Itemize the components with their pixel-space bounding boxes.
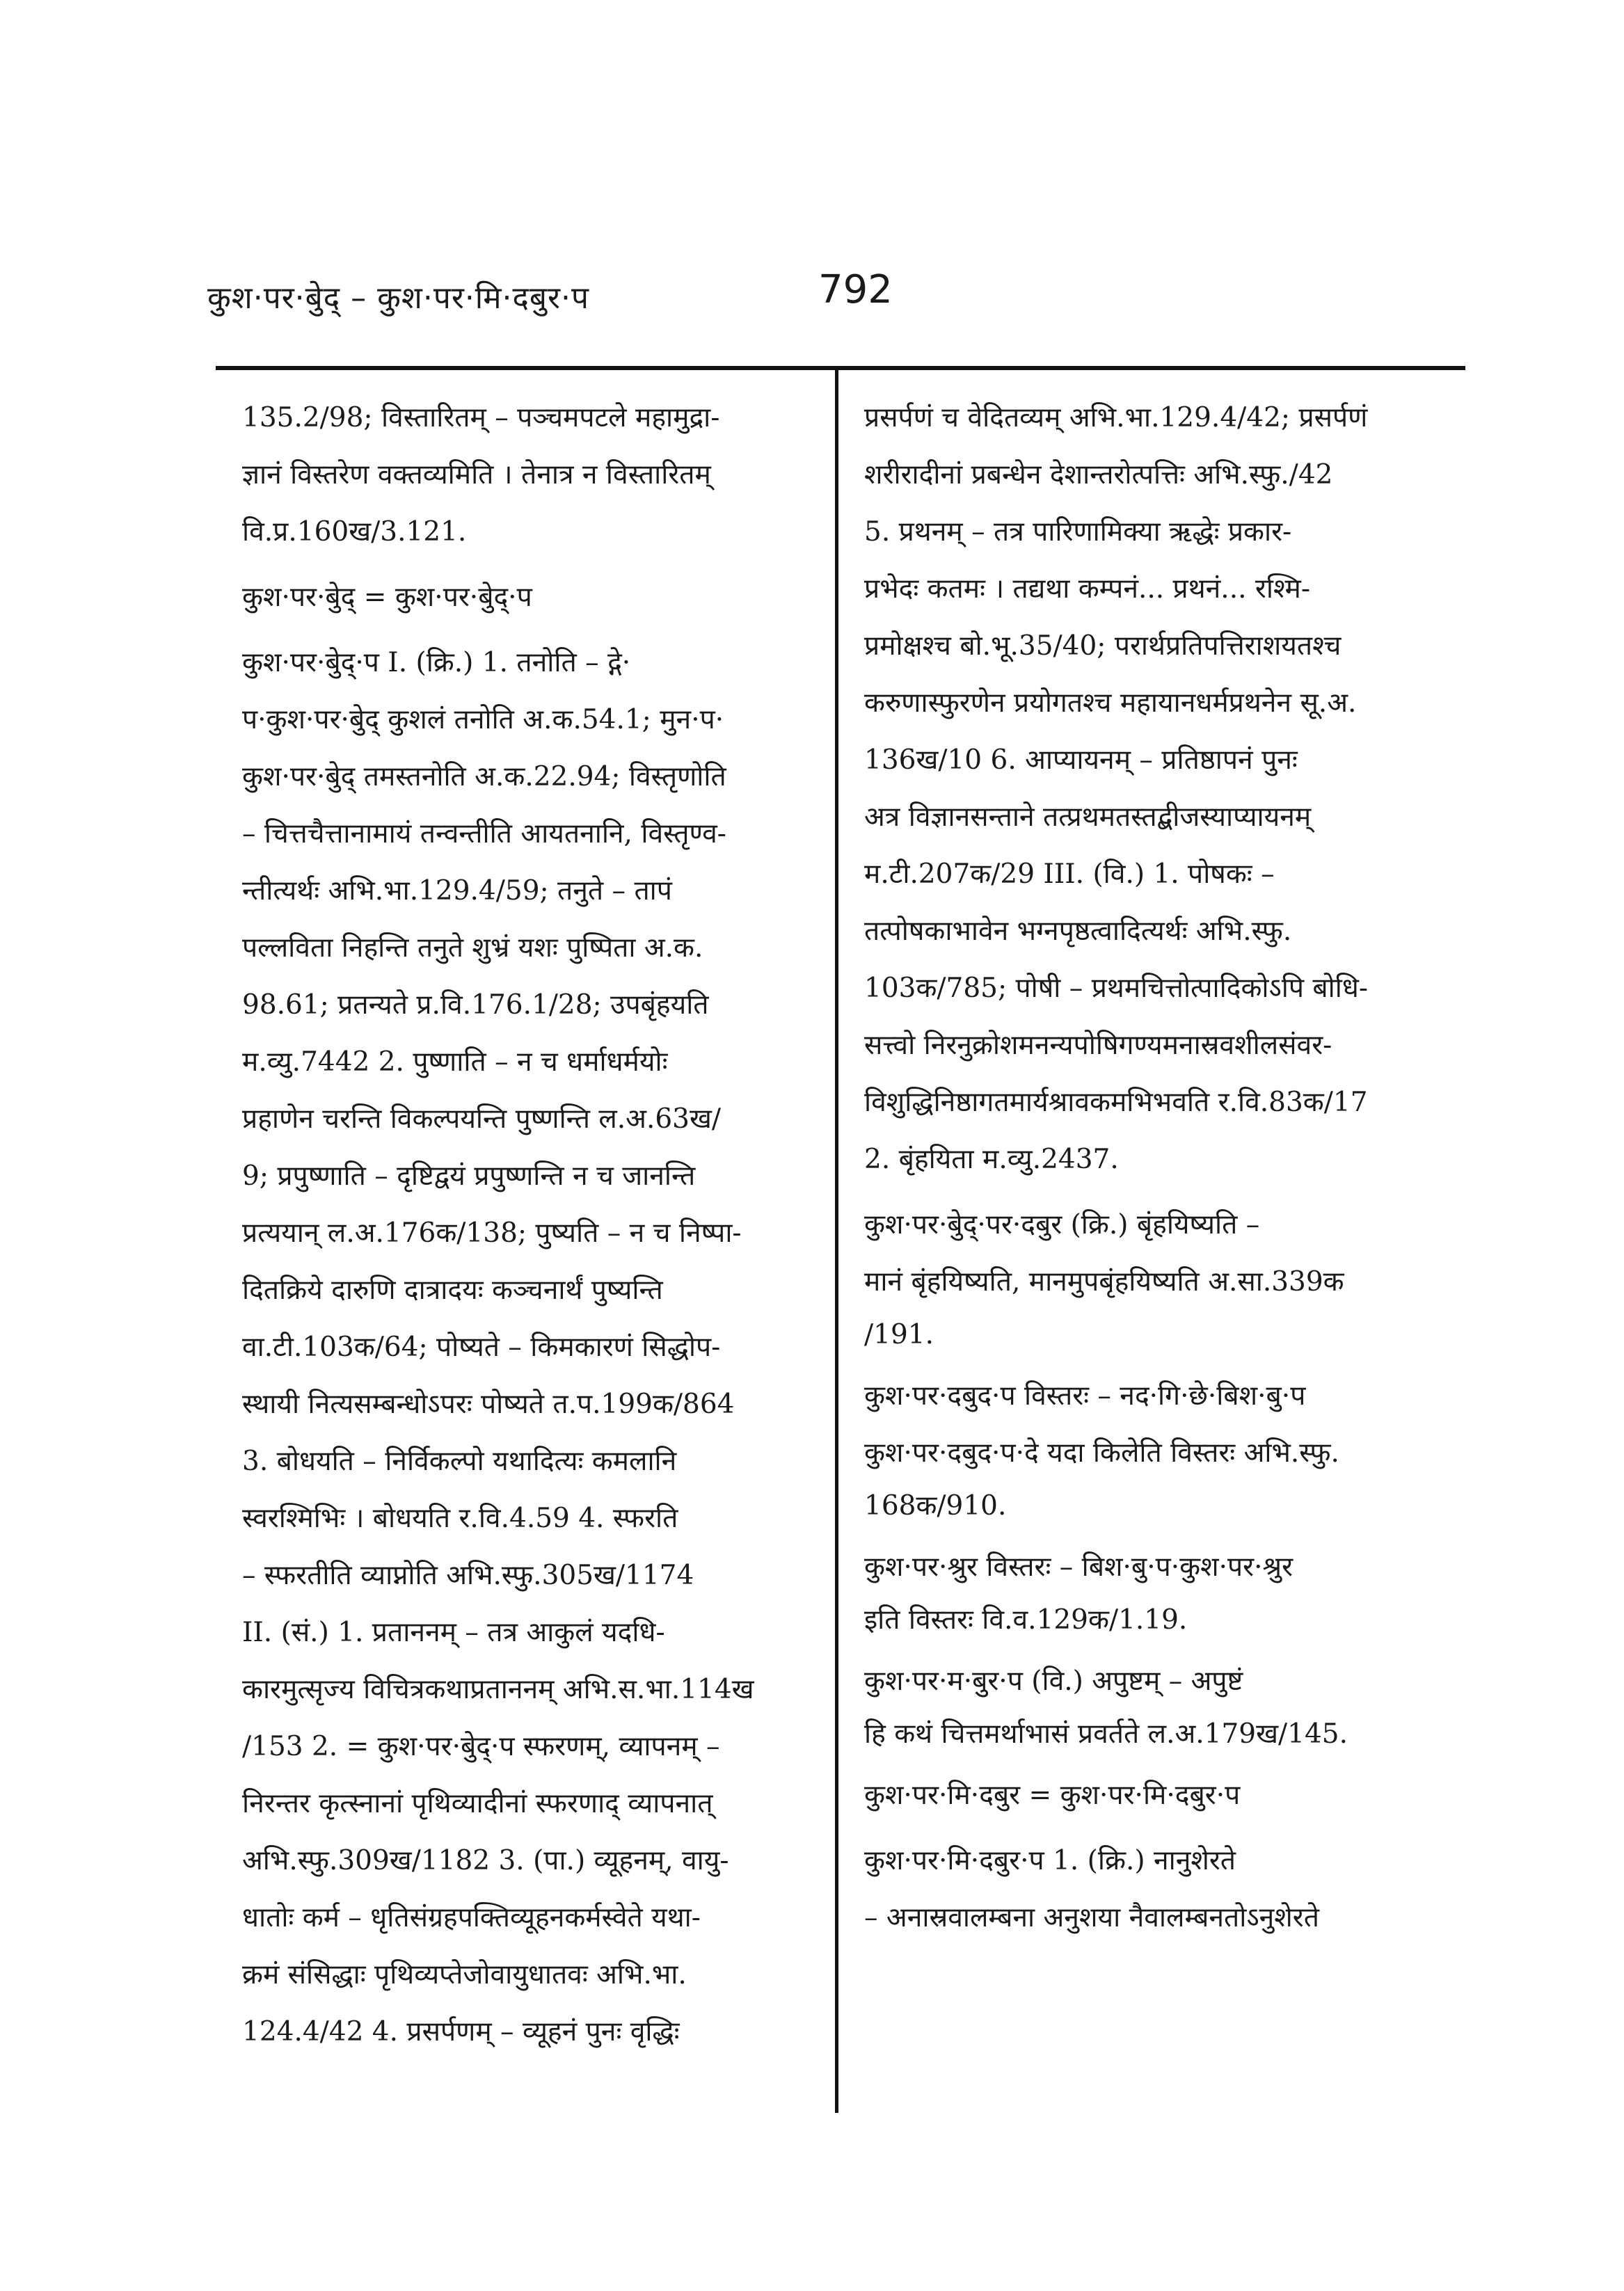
text-line: वि.प्र.160ख/3.121. xyxy=(242,516,467,548)
entry-headword: कुश·पर·श्रुर विस्तरः – बिश·बु·प·कुश·पर·श्रुर xyxy=(864,1551,1293,1583)
text-line: कुश·पर·दबुद·प·दे यदा किलेति विस्तरः अभि.स्फु. xyxy=(864,1437,1339,1469)
running-head: कुश·पर·बुेद् – कुश·पर·मि·दबुर·प xyxy=(207,280,589,316)
text-line: शरीरादीनां प्रबन्धेन देशान्तरोत्पत्तिः अभि.स्फु./42 xyxy=(864,459,1333,490)
text-line: 3. बोधयति – निर्विकल्पो यथादित्यः कमलानि xyxy=(242,1446,677,1477)
entry-headword: कुश·पर·बुेद्·प I. (क्रि.) 1. तनोति – द्गे· xyxy=(242,647,631,678)
text-line: न्तीत्यर्थः अभि.भा.129.4/59; तनुते – तापं xyxy=(242,875,672,907)
text-line: स्थायी नित्यसम्बन्धोऽपरः पोष्यते त.प.199क/864 xyxy=(242,1389,735,1420)
text-line: /191. xyxy=(864,1319,934,1350)
text-line: – चित्तचैत्तानामायं तन्वन्तीति आयतनानि, विस्तृण्व- xyxy=(242,818,726,849)
entry-headword: कुश·पर·दबुद·प विस्तरः – नद·गि·छे·बिश·बु·प xyxy=(864,1380,1306,1412)
text-line: दितक्रिये दारुणि दात्रादयः कञ्चनार्थं पुष्यन्ति xyxy=(242,1275,663,1306)
column-divider xyxy=(835,370,838,2113)
text-line: 2. बृंहयिता म.व्यु.2437. xyxy=(864,1144,1119,1175)
text-line: पल्लविता निहन्ति तनुते शुभ्रं यशः पुष्पिता अ.क. xyxy=(242,932,703,964)
text-line: म.व्यु.7442 2. पुष्णाति – न च धर्माधर्मयोः xyxy=(242,1046,668,1078)
text-line: करुणास्फुरणेन प्रयोगतश्च महायानधर्मप्रथनेन सू.अ. xyxy=(864,687,1357,719)
text-line: प·कुश·पर·बुेद् कुशलं तनोति अ.क.54.1; मुन·प· xyxy=(242,704,724,735)
left-column xyxy=(242,390,810,2061)
entry-headword: कुश·पर·मि·दबुर·प 1. (क्रि.) नानुशेरते xyxy=(864,1845,1236,1876)
text-line: इति विस्तरः वि.व.129क/1.19. xyxy=(864,1604,1188,1636)
text-line: II. (सं.) 1. प्रताननम् – तत्र आकुलं यदधि- xyxy=(242,1617,665,1648)
text-line: धातोः कर्म – धृतिसंग्रहपक्तिव्यूहनकर्मस्वेते यथा- xyxy=(242,1902,701,1933)
text-line: स्वरश्मिभिः । बोधयति र.वि.4.59 4. स्फरति xyxy=(242,1503,678,1534)
text-line: वा.टी.103क/64; पोष्यते – किमकारणं सिद्धोप- xyxy=(242,1332,721,1363)
text-line: 135.2/98; विस्तारितम् – पञ्चमपटले महामुद्रा- xyxy=(242,402,720,433)
text-line: कारमुत्सृज्य विचित्रकथाप्रताननम् अभि.स.भा.114ख xyxy=(242,1674,754,1705)
text-line: – स्फरतीति व्याप्नोति अभि.स्फु.305ख/1174 xyxy=(242,1560,694,1591)
text-line: /153 2. = कुश·पर·बुेद्·प स्फरणम्, व्यापनम् – xyxy=(242,1731,720,1762)
entry-headword: कुश·पर·मि·दबुर = कुश·पर·मि·दबुर·प xyxy=(864,1780,1241,1811)
text-line: प्रभेदः कतमः । तद्यथा कम्पनं... प्रथनं... रश्मि- xyxy=(864,573,1311,605)
text-line: 5. प्रथनम् – तत्र पारिणामिक्या ऋद्धेः प्रकार- xyxy=(864,516,1292,548)
text-line: प्रत्ययान् ल.अ.176क/138; पुष्यति – न च निष्पा- xyxy=(242,1218,742,1249)
text-line: 136ख/10 6. आप्यायनम् – प्रतिष्ठापनं पुनः xyxy=(864,744,1298,776)
text-line: 124.4/42 4. प्रसर्पणम् – व्यूहनं पुनः वृद्धिः xyxy=(242,2016,680,2047)
text-line: 98.61; प्रतन्यते प्र.वि.176.1/28; उपबृंहयति xyxy=(242,989,709,1021)
text-line: हि कथं चित्तमर्थाभासं प्रवर्तते ल.अ.179ख/145. xyxy=(864,1718,1348,1750)
text-line: मानं बृंहयिष्यति, मानमुपबृंहयिष्यति अ.सा.339क xyxy=(864,1266,1344,1298)
text-line: कुश·पर·बुेद् तमस्तनोति अ.क.22.94; विस्तृणोति xyxy=(242,761,726,792)
text-line: 9; प्रपुष्णाति – दृष्टिद्वयं प्रपुष्णन्ति न च जानन्ति xyxy=(242,1160,696,1192)
text-line: तत्पोषकाभावेन भग्नपृष्ठत्वादित्यर्थः अभि.स्फु. xyxy=(864,916,1292,947)
text-line: सत्त्वो निरनुक्रोशमनन्यपोषिगण्यमनास्रवशीलसंवर- xyxy=(864,1030,1332,1061)
text-line: क्रमं संसिद्धाः पृथिव्यप्तेजोवायुधातवः अभि.भा. xyxy=(242,1959,687,1990)
text-line: प्रमोक्षश्च बो.भू.35/40; परार्थप्रतिपत्तिराशयतश्च xyxy=(864,630,1342,662)
text-line: प्रसर्पणं च वेदितव्यम् अभि.भा.129.4/42; प्रसर्पणं xyxy=(864,402,1368,433)
entry-headword: कुश·पर·म·बुुर·प (वि.) अपुष्टम् – अपुष्टं xyxy=(864,1666,1243,1697)
text-line: अभि.स्फु.309ख/1182 3. (पा.) व्यूहनम्, वायु- xyxy=(242,1845,729,1876)
text-line: विशुद्धिनिष्ठागतमार्यश्रावकमभिभवति र.वि.83क/17 xyxy=(864,1087,1368,1118)
header-rule xyxy=(216,366,1465,370)
entry-headword: कुश·पर·बुेद् = कुश·पर·बुेद्·प xyxy=(242,582,532,613)
text-line: 103क/785; पोषी – प्रथमचित्तोत्पादिकोऽपि बोधि- xyxy=(864,973,1369,1004)
page-number: 792 xyxy=(818,267,893,312)
text-line: प्रहाणेन चरन्ति विकल्पयन्ति पुष्णन्ति ल.अ.63ख/ xyxy=(242,1103,722,1135)
text-line: – अनास्रवालम्बना अनुशया नैवालम्बनतोऽनुशेरते xyxy=(864,1902,1319,1933)
text-line: 168क/910. xyxy=(864,1490,1007,1522)
text-line: अत्र विज्ञानसन्ताने तत्प्रथमतस्तद्बीजस्याप्यायनम् xyxy=(864,801,1312,833)
text-line: म.टी.207क/29 III. (वि.) 1. पोषकः – xyxy=(864,859,1275,890)
text-line: ज्ञानं विस्तरेण वक्तव्यमिति । तेनात्र न विस्तारितम् xyxy=(242,459,711,490)
page-header xyxy=(207,262,1439,338)
right-column xyxy=(864,390,1461,1947)
entry-headword: कुश·पर·बुेद्·पर·दबुर (क्रि.) बृंहयिष्यति – xyxy=(864,1209,1260,1240)
text-line: निरन्तर कृत्स्नानां पृथिव्यादीनां स्फरणाद् व्यापनात् xyxy=(242,1788,713,1819)
